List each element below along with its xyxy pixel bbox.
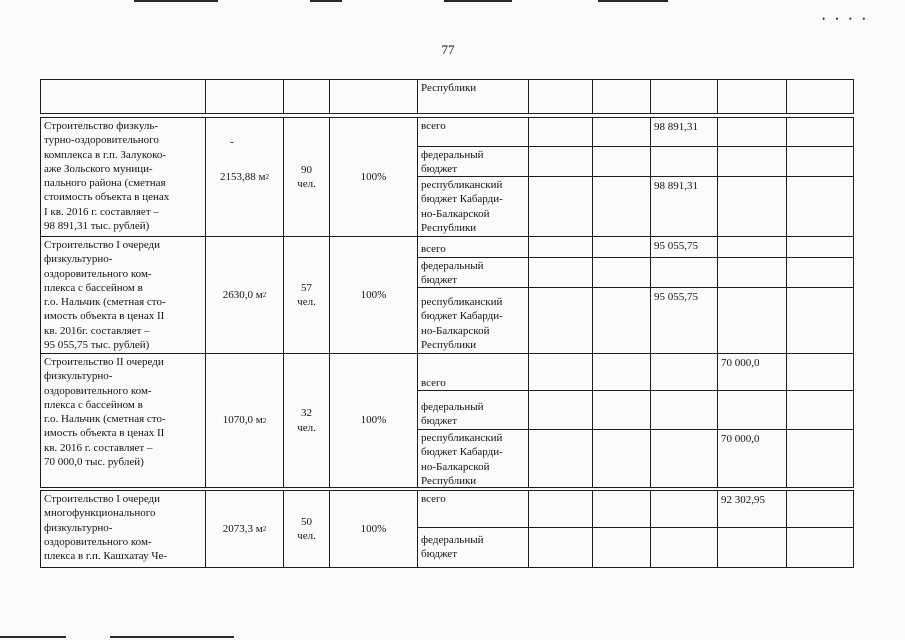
row2-total-c9 xyxy=(786,236,854,258)
row2-fed-c8 xyxy=(717,257,787,288)
row3-fed-c9 xyxy=(786,390,854,430)
row3-total-c9 xyxy=(786,353,854,391)
cont-col-9 xyxy=(786,79,854,114)
row3-fed-c6 xyxy=(592,390,651,430)
row3-total-c6 xyxy=(592,353,651,391)
row1-republic-value: 98 891,31 xyxy=(650,176,718,237)
object-name-4: Строительство I очереди многофункционального физкультурно- оздоровительного ком- плекса в г.п. Кашхатау Че- xyxy=(40,490,206,568)
row1-label-republic: республиканский бюджет Кабарди- но-Балкарской Республики xyxy=(417,176,529,237)
cont-col-7 xyxy=(650,79,718,114)
row2-total-c8 xyxy=(717,236,787,258)
row3-rep-c9 xyxy=(786,429,854,488)
row2-total-c6 xyxy=(592,236,651,258)
capacity-3: 32 чел. xyxy=(283,353,330,488)
row1-rep-c8 xyxy=(717,176,787,237)
capacity-4: 50 чел. xyxy=(283,490,330,568)
area-4: 2073,3 м 2 xyxy=(205,490,284,568)
row2-label-federal: федеральный бюджет xyxy=(417,257,529,288)
row1-rep-c6 xyxy=(592,176,651,237)
row3-label-federal: федеральный бюджет xyxy=(417,390,529,430)
cont-col-name xyxy=(40,79,206,114)
row3-rep-c6 xyxy=(592,429,651,488)
row1-rep-c9 xyxy=(786,176,854,237)
object-name-1: Строительство физкуль- турно-оздоровительного комплекса в г.п. Залукоко- аже Зольского муници- пального района (сметная стоимость объекта в ценах I кв. 2016 г. составляет – 98 891,31 тыс. рублей) xyxy=(40,117,206,237)
row3-fed-c5 xyxy=(528,390,593,430)
row1-fed-c7 xyxy=(650,146,718,177)
row2-rep-c6 xyxy=(592,287,651,354)
cont-col-6 xyxy=(592,79,651,114)
row3-republic-value: 70 000,0 xyxy=(717,429,787,488)
row4-fed-c6 xyxy=(592,527,651,568)
row2-fed-c6 xyxy=(592,257,651,288)
cont-col-area xyxy=(205,79,284,114)
row4-fed-c7 xyxy=(650,527,718,568)
row2-fed-c5 xyxy=(528,257,593,288)
dash-mark-1: - xyxy=(230,136,234,148)
row1-total-value: 98 891,31 xyxy=(650,117,718,147)
row1-fed-c8 xyxy=(717,146,787,177)
cont-col-8 xyxy=(717,79,787,114)
row3-total-c7 xyxy=(650,353,718,391)
row2-republic-value: 95 055,75 xyxy=(650,287,718,354)
row1-fed-c9 xyxy=(786,146,854,177)
row3-fed-c7 xyxy=(650,390,718,430)
row2-rep-c5 xyxy=(528,287,593,354)
page-number: 77 xyxy=(441,42,455,57)
capacity-1: 90 чел. xyxy=(283,117,330,237)
row3-total-value: 70 000,0 xyxy=(717,353,787,391)
row1-total-c8 xyxy=(717,117,787,147)
area-value-1: 2153,88 м xyxy=(220,170,266,183)
area-value-3: 1070,0 м xyxy=(222,414,263,427)
area-value-2: 2630,0 м xyxy=(222,288,263,301)
row3-rep-c7 xyxy=(650,429,718,488)
row2-fed-c7 xyxy=(650,257,718,288)
row1-label-federal: федеральный бюджет xyxy=(417,146,529,177)
row1-fed-c5 xyxy=(528,146,593,177)
row3-label-republic: республиканский бюджет Кабарди- но-Балкарской Республики xyxy=(417,429,529,488)
readiness-3: 100% xyxy=(329,353,418,488)
row4-total-c5 xyxy=(528,490,593,528)
row4-total-c6 xyxy=(592,490,651,528)
row2-label-total: всего xyxy=(417,236,529,258)
row4-fed-c8 xyxy=(717,527,787,568)
row1-label-total: всего xyxy=(417,117,529,147)
object-name-2: Строительство I очереди физкультурно- оздоровительного ком- плекса с бассейном в г.о. Нальчик (сметная сто- имость объекта в ценах II кв. 2016г. составляет – 95 055,75 тыс. рублей) xyxy=(40,236,206,354)
row3-rep-c5 xyxy=(528,429,593,488)
row4-fed-c5 xyxy=(528,527,593,568)
row1-total-c6 xyxy=(592,117,651,147)
row4-label-total: всего xyxy=(417,490,529,528)
capacity-2: 57 чел. xyxy=(283,236,330,354)
row2-rep-c8 xyxy=(717,287,787,354)
row3-fed-c8 xyxy=(717,390,787,430)
area-value-4: 2073,3 м xyxy=(222,522,263,535)
scan-specks: • • • • xyxy=(822,14,870,24)
readiness-2: 100% xyxy=(329,236,418,354)
row4-label-federal: федеральный бюджет xyxy=(417,527,529,568)
row2-total-c5 xyxy=(528,236,593,258)
area-1: 2153,88 м 2 xyxy=(205,117,284,237)
row3-total-c5 xyxy=(528,353,593,391)
readiness-4: 100% xyxy=(329,490,418,568)
row4-fed-c9 xyxy=(786,527,854,568)
row4-total-c7 xyxy=(650,490,718,528)
row4-total-c9 xyxy=(786,490,854,528)
row2-fed-c9 xyxy=(786,257,854,288)
cont-col-readiness xyxy=(329,79,418,114)
row1-total-c5 xyxy=(528,117,593,147)
cont-source-label: Республики xyxy=(417,79,529,114)
row3-label-total: всего xyxy=(417,353,529,391)
row1-rep-c5 xyxy=(528,176,593,237)
row2-label-republic: республиканский бюджет Кабарди- но-Балкарской Республики xyxy=(417,287,529,354)
area-2: 2630,0 м 2 xyxy=(205,236,284,354)
object-name-3: Строительство II очереди физкультурно- оздоровительного ком- плекса с бассейном в г.о. Нальчик (сметная сто- имость объекта в ценах II кв. 2016 г. составляет – 70 000,0 тыс. рублей) xyxy=(40,353,206,488)
row4-total-value: 92 302,95 xyxy=(717,490,787,528)
cont-col-capacity xyxy=(283,79,330,114)
row2-total-value: 95 055,75 xyxy=(650,236,718,258)
row1-fed-c6 xyxy=(592,146,651,177)
row2-rep-c9 xyxy=(786,287,854,354)
row1-total-c9 xyxy=(786,117,854,147)
area-3: 1070,0 м 2 xyxy=(205,353,284,488)
readiness-1: 100% xyxy=(329,117,418,237)
cont-col-5 xyxy=(528,79,593,114)
